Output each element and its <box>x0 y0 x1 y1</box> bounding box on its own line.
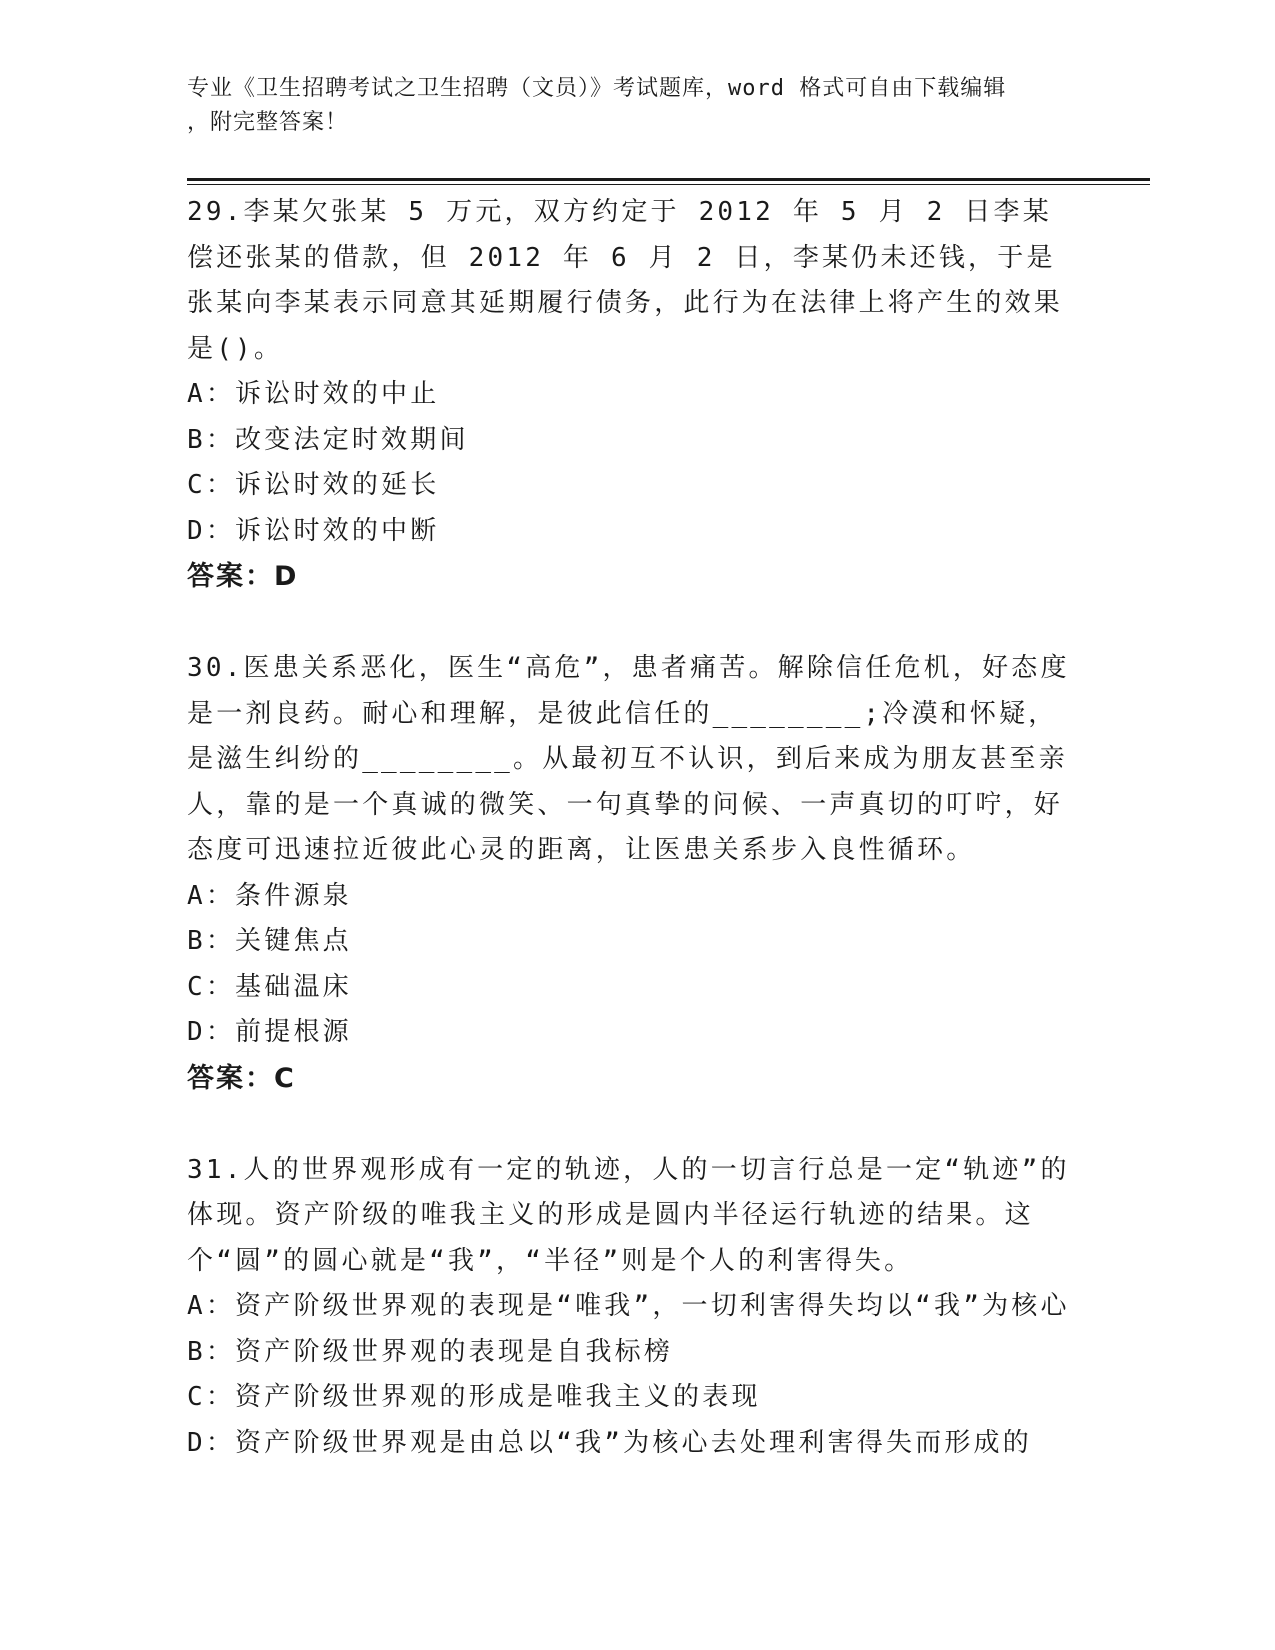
header-divider-thick <box>187 178 1150 181</box>
header-divider-thin <box>187 184 1150 185</box>
option-a: A：资产阶级世界观的表现是“唯我”，一切利害得失均以“我”为核心 <box>187 1291 1070 1321</box>
answer-label: 答案：D <box>187 561 299 592</box>
question-31 <box>187 1148 1072 1467</box>
answer-label: 答案：C <box>187 1062 296 1094</box>
option-c: C：诉讼时效的延长 <box>187 470 440 500</box>
question-list <box>187 190 1072 1466</box>
header-line-1: 专业《卫生招聘考试之卫生招聘（文员）》考试题库，word 格式可自由下载编辑 <box>187 76 1007 101</box>
question-29 <box>187 190 1072 600</box>
header-line-2: ，附完整答案！ <box>187 110 349 135</box>
option-b: B：资产阶级世界观的表现是自我标榜 <box>187 1336 674 1367</box>
option-b: B：关键焦点 <box>187 926 352 956</box>
question-stem: 31.人的世界观形成有一定的轨迹，人的一切言行总是一定“轨迹”的体现。资产阶级的唯我主义的形成是圆内半径运行轨迹的结果。这个“圆”的圆心就是“我”，“半径”则是个人的利害得失。 <box>187 1154 1070 1276</box>
option-c: C：资产阶级世界观的形成是唯我主义的表现 <box>187 1382 761 1412</box>
option-a: A：条件源泉 <box>187 880 352 911</box>
spacer <box>187 600 1072 646</box>
question-stem: 30.医患关系恶化，医生“高危”，患者痛苦。解除信任危机，好态度是一剂良药。耐心和理解，是彼此信任的________;冷漠和怀疑，是滋生纠纷的________。从最初互不认识，到后来成为朋友甚至亲人，靠的是一个真诚的微笑、一句真挚的问候、一声真切的叮咛，好态度可迅速拉近彼此心灵的距离，让医患关系步入良性循环。 <box>187 653 1070 865</box>
question-stem: 29.李某欠张某 5 万元，双方约定于 2012 年 5 月 2 日李某偿还张某的借款，但 2012 年 6 月 2 日，李某仍未还钱，于是张某向李某表示同意其延期履行债务，此行为在法律上将产生的效果是()。 <box>187 197 1064 364</box>
option-d: D：诉讼时效的中断 <box>187 515 440 546</box>
option-a: A：诉讼时效的中止 <box>187 379 440 409</box>
question-30 <box>187 646 1072 1102</box>
option-c: C：基础温床 <box>187 971 352 1002</box>
option-d: D：资产阶级世界观是由总以“我”为核心去处理利害得失而形成的 <box>187 1427 1032 1458</box>
spacer <box>187 1102 1072 1148</box>
option-b: B：改变法定时效期间 <box>187 424 469 455</box>
option-d: D：前提根源 <box>187 1017 352 1047</box>
document-header <box>187 72 1077 140</box>
